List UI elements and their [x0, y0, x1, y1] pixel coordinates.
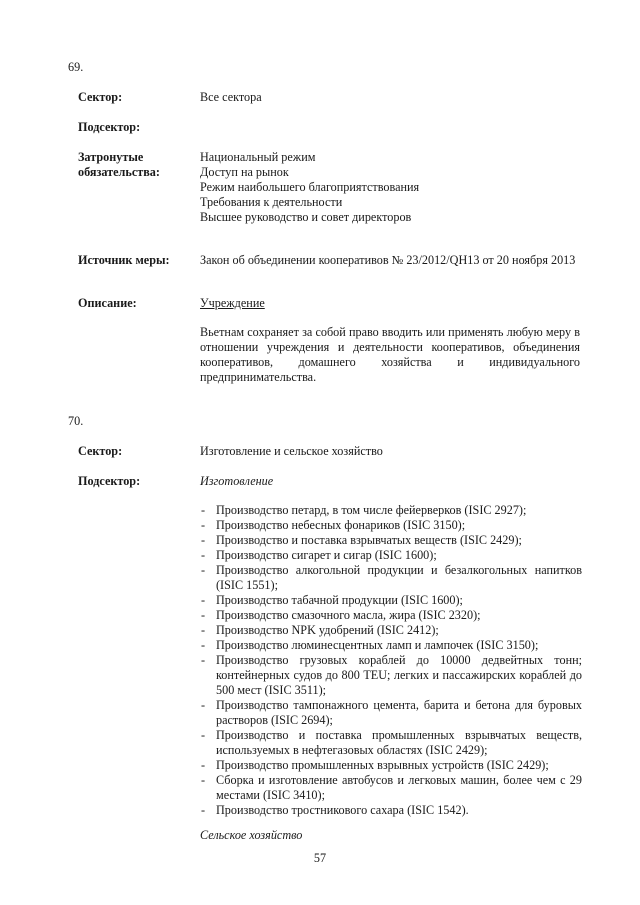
list-item: - Производство и поставка промышленных взрывчатых веществ, используемых в нефтегазовых областях (ISIC 2429); — [200, 728, 582, 758]
description-heading: Учреждение — [200, 296, 265, 310]
description-label: Описание: — [78, 296, 137, 310]
list-item: - Производство алкогольной продукции и безалкогольных напитков (ISIC 1551); — [200, 563, 582, 593]
manufacturing-list — [200, 503, 582, 818]
sector-value: Все сектора — [200, 90, 262, 104]
list-item: - Производство и поставка взрывчатых веществ (ISIC 2429); — [200, 533, 582, 548]
list-item: - Производство грузовых кораблей до 10000 дедвейтных тонн; контейнерных судов до 800 TEU; легких и пассажирских кораблей до 500 мест (ISIC 3511); — [200, 653, 582, 698]
subsector-label: Подсектор: — [78, 474, 141, 488]
obligation-item: Режим наибольшего благоприятствования — [200, 180, 420, 194]
sector-label: Сектор: — [78, 444, 123, 458]
sector-value: Изготовление и сельское хозяйство — [200, 444, 383, 458]
entry-number: 69. — [68, 60, 84, 74]
subsector-heading: Изготовление — [200, 474, 274, 488]
obligation-item: Требования к деятельности — [200, 195, 343, 209]
list-item: - Производство люминесцентных ламп и лампочек (ISIC 3150); — [200, 638, 582, 653]
list-item: - Производство тростникового сахара (ISIC 1542). — [200, 803, 582, 818]
list-item: - Производство тампонажного цемента, барита и бетона для буровых растворов (ISIC 2694); — [200, 698, 582, 728]
source-label: Источник меры: — [78, 253, 170, 267]
page-number: 57 — [313, 851, 327, 865]
description-text: Вьетнам сохраняет за собой право вводить или применять любую меру в отношении учреждения и деятельности кооперативов, объединения кооперативов, домашнего хозяйства и индивидуального предпринимательства. — [200, 325, 580, 384]
source-value: Закон об объединении кооперативов № 23/2012/QH13 от 20 ноября 2013 — [200, 253, 576, 267]
obligation-item: Национальный режим — [200, 150, 316, 164]
list-item: - Производство небесных фонариков (ISIC 3150); — [200, 518, 582, 533]
obligations-label-line1: Затронутые — [78, 150, 144, 164]
subsector-label: Подсектор: — [78, 120, 141, 134]
list-item: - Сборка и изготовление автобусов и легковых машин, более чем с 29 местами (ISIC 3410); — [200, 773, 582, 803]
list-item: - Производство табачной продукции (ISIC 1600); — [200, 593, 582, 608]
obligations-label-line2: обязательства: — [78, 165, 160, 179]
list-item: - Производство промышленных взрывных устройств (ISIC 2429); — [200, 758, 582, 773]
list-item: - Производство смазочного масла, жира (ISIC 2320); — [200, 608, 582, 623]
list-item: - Производство сигарет и сигар (ISIC 1600); — [200, 548, 582, 563]
list-item: - Производство NPK удобрений (ISIC 2412); — [200, 623, 582, 638]
list-item: - Производство петард, в том числе фейерверков (ISIC 2927); — [200, 503, 582, 518]
obligation-item: Высшее руководство и совет директоров — [200, 210, 412, 224]
obligation-item: Доступ на рынок — [200, 165, 289, 179]
agriculture-heading: Сельское хозяйство — [200, 828, 303, 842]
sector-label: Сектор: — [78, 90, 123, 104]
entry-number: 70. — [68, 414, 84, 428]
